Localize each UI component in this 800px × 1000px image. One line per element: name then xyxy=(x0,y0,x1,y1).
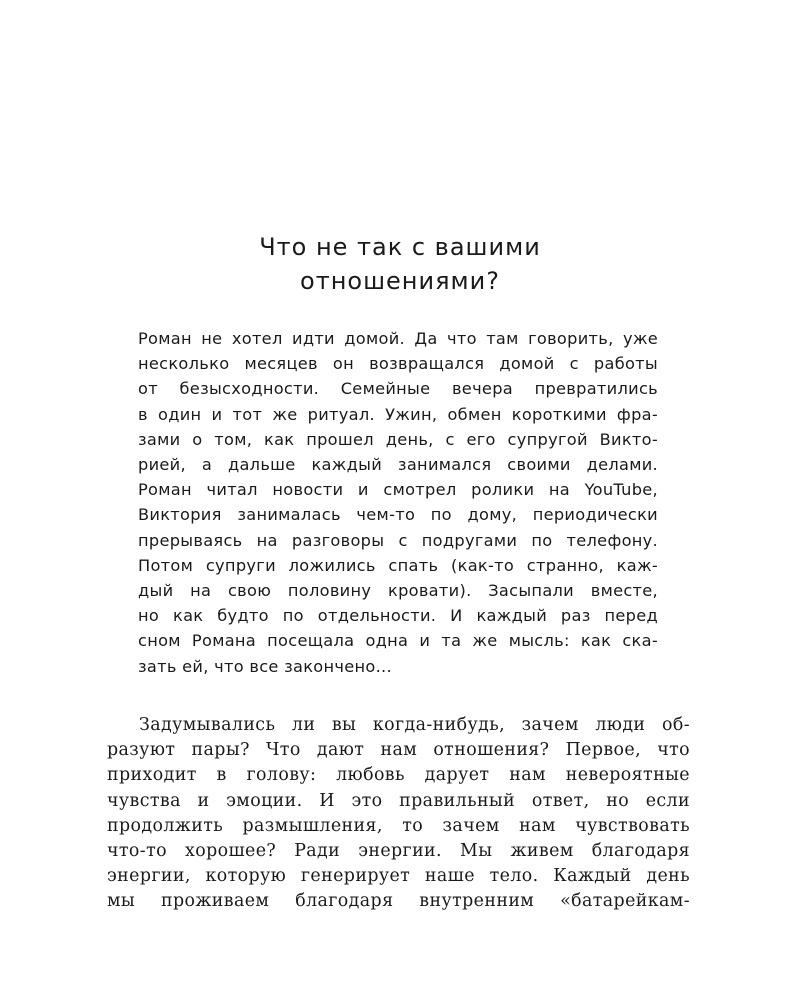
intro-story-paragraph xyxy=(138,326,658,679)
text-line: разуют пары? Что дают нам отношения? Первое, что xyxy=(107,740,690,761)
text-line: зами о том, как прошел день, с его супругой Викто- xyxy=(138,429,658,449)
text-line: Потом супруги ложились спать (как-то странно, каж- xyxy=(138,555,658,575)
text-line: мы проживаем благодаря внутренним «батарейкам- xyxy=(107,891,690,912)
text-line: от безысходности. Семейные вечера превратились xyxy=(138,379,658,399)
text-line: дый на свою половину кровати). Засыпали вместе, xyxy=(138,581,658,601)
body-paragraph xyxy=(107,713,690,915)
text-line: что-то хорошее? Ради энергии. Мы живем благодаря xyxy=(107,841,690,862)
text-line: прерываясь на разговоры с подругами по телефону. xyxy=(138,530,658,550)
text-line: энергии, которую генерирует наше тело. Каждый день xyxy=(107,866,690,887)
text-line: сном Романа посещала одна и та же мысль: как ска- xyxy=(138,631,658,651)
text-line: продолжить размышления, то зачем нам чувствовать xyxy=(107,815,690,836)
text-line: несколько месяцев он возвращался домой с работы xyxy=(138,354,658,374)
text-line: Роман не хотел идти домой. Да что там говорить, уже xyxy=(138,329,658,348)
text-line: Задумывались ли вы когда-нибудь, зачем люди об- xyxy=(139,715,690,735)
text-line: приходит в голову: любовь дарует нам невероятные xyxy=(107,765,690,786)
text-line: рией, а дальше каждый занимался своими делами. xyxy=(138,455,658,475)
chapter-title-line: отношениями? xyxy=(300,267,500,295)
chapter-title xyxy=(100,230,700,298)
text-line: но как будто по отдельности. И каждый раз перед xyxy=(138,606,658,626)
text-line: Роман читал новости и смотрел ролики на YouTube, xyxy=(138,480,658,500)
text-line: зать ей, что все закончено... xyxy=(138,656,392,676)
text-line: Виктория занималась чем-то по дому, периодически xyxy=(138,505,658,525)
text-line: в один и тот же ритуал. Ужин, обмен короткими фра- xyxy=(138,404,658,424)
chapter-title-line: Что не так с вашими xyxy=(259,233,541,261)
text-line: чувства и эмоции. И это правильный ответ, но если xyxy=(107,790,690,811)
